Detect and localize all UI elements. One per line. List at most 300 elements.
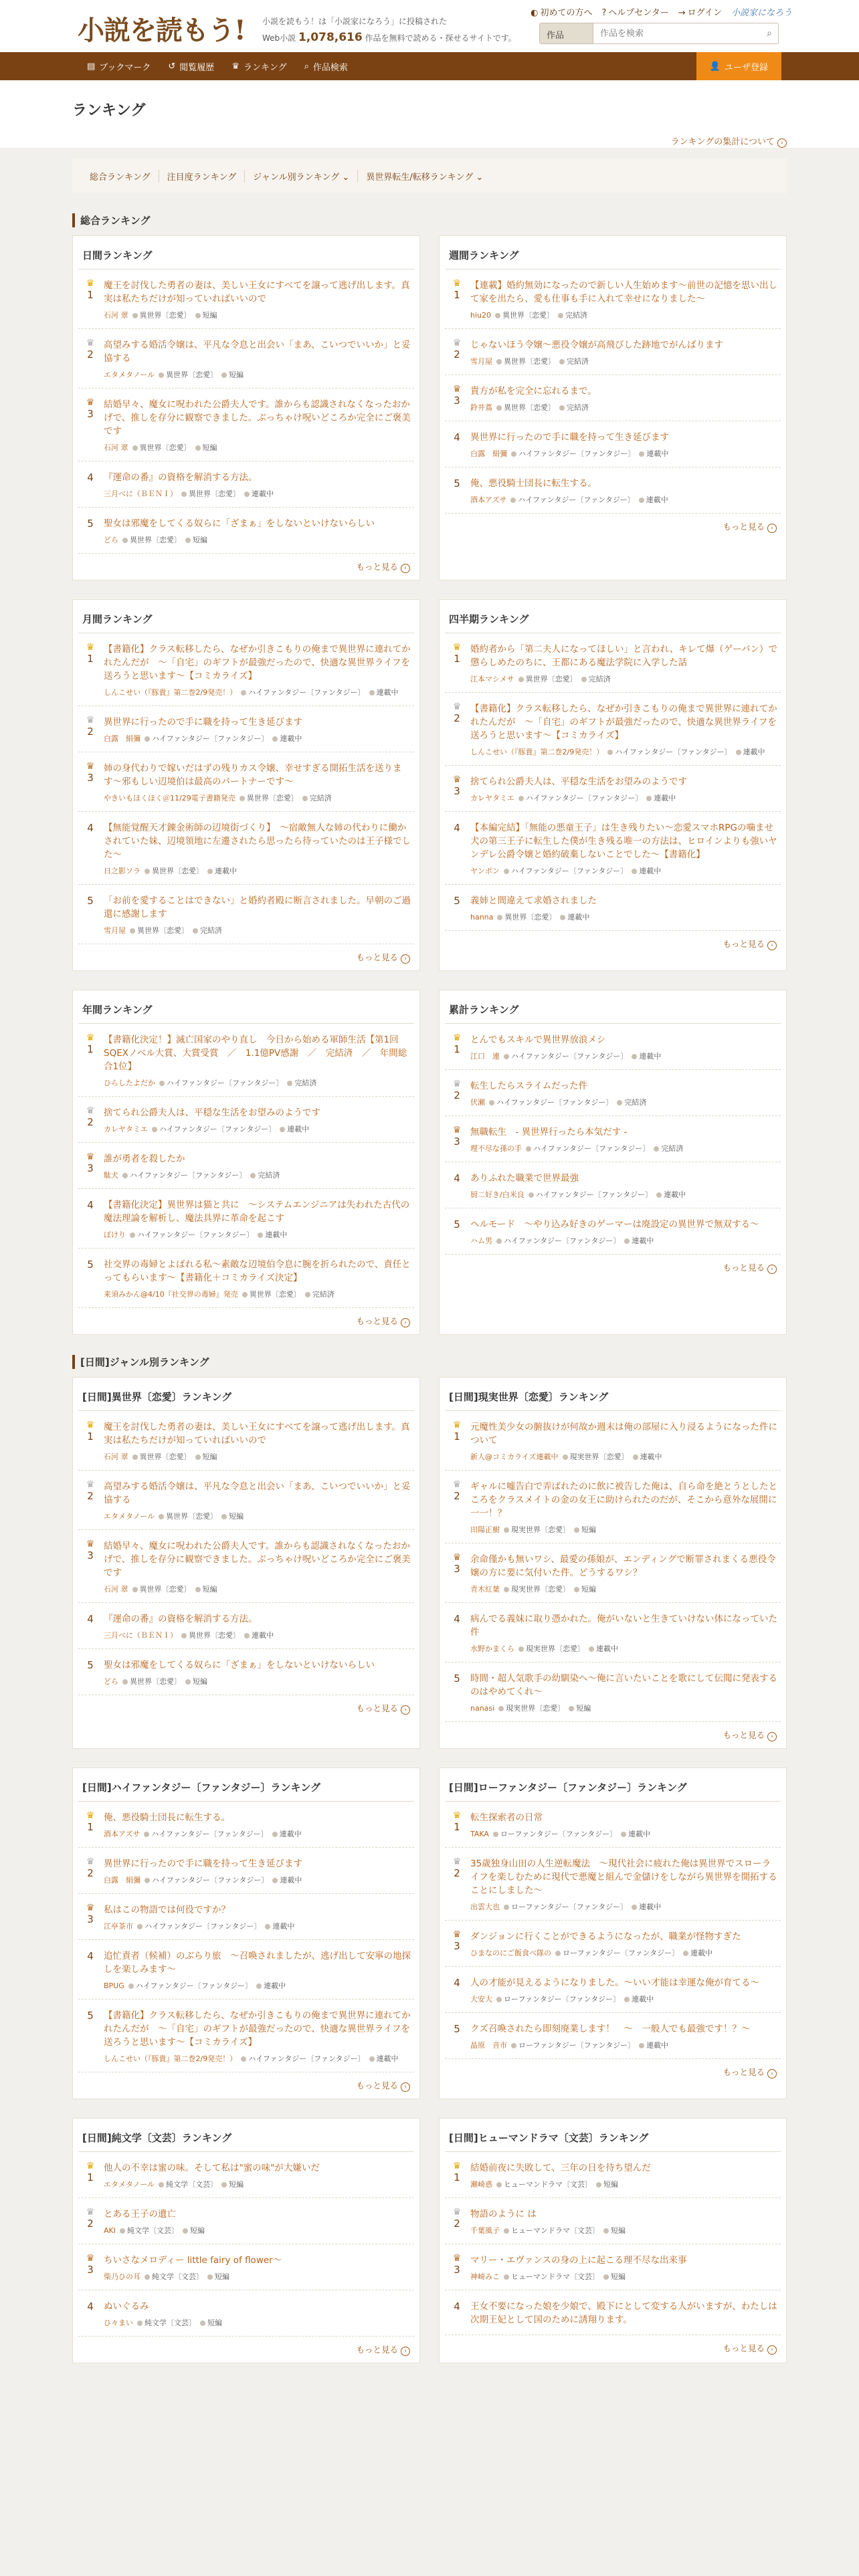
novel-meta bbox=[470, 1097, 778, 1107]
genre-label: ローファンタジー〔ファンタジー〕 bbox=[500, 1830, 617, 1838]
author-link[interactable]: 水野かまくら bbox=[470, 1644, 514, 1653]
genre-dot-icon bbox=[145, 2274, 150, 2280]
nav-ranking[interactable] bbox=[231, 60, 286, 73]
author-link[interactable]: 白露 絹彌 bbox=[470, 449, 507, 458]
status-label: 短編 bbox=[229, 370, 244, 379]
genre-dot-icon bbox=[504, 2274, 509, 2280]
novel-title-link[interactable]: 【無能覚醒天才錬金術師の辺境街づくり】 〜宿敵無人な姉の代わりに働かされていた妹、辺境領地に左遷されたら思ったら待っていたのは王子様でした〜 bbox=[104, 823, 411, 860]
rank-badge bbox=[81, 821, 100, 876]
author-link[interactable]: AKI bbox=[104, 2226, 116, 2235]
author-link[interactable]: 石河 翠 bbox=[104, 311, 128, 320]
novel-title-link[interactable]: 異世界に行ったので手に職を持って生き延びます bbox=[470, 432, 669, 443]
more-link[interactable] bbox=[78, 554, 414, 573]
item-body bbox=[466, 1811, 778, 1839]
item-body bbox=[466, 2208, 778, 2236]
author-link[interactable]: 江口 連 bbox=[470, 1052, 500, 1061]
novel-meta bbox=[470, 494, 778, 505]
narou-link[interactable]: 小説家になろう bbox=[731, 8, 792, 18]
novel-title-link[interactable]: 結婚早々、魔女に呪われた公爵夫人です。誰からも認識されなくなったおかげで、推しを存分に観察できました。ぶっちゃけ呪いどころか完全にご褒美です bbox=[104, 399, 411, 437]
ranking-item bbox=[78, 633, 414, 706]
novel-title-link[interactable]: 【書籍化】クラス転移したら、なぜか引きこもりの俺まで異世界に連れてかれたんだが 〜「自宅」のギフトが最強だったので、快適な異世界ライフを送ろうと思います〜【コミカライズ】 bbox=[470, 704, 777, 741]
novel-title-link[interactable]: 捨てられ公爵夫人は、平穏な生活をお望みのようです bbox=[104, 1107, 320, 1118]
novel-meta bbox=[470, 448, 778, 459]
novel-title-link[interactable]: 物語のように は bbox=[470, 2209, 537, 2220]
rank-badge bbox=[448, 2161, 466, 2189]
genre-dot-icon bbox=[241, 2056, 246, 2062]
novel-title-link[interactable]: 貴方が私を完全に忘れるまで。 bbox=[470, 386, 597, 397]
ranking-item bbox=[445, 1471, 781, 1543]
item-body bbox=[100, 2254, 411, 2282]
author-link[interactable]: ひまなのにご飯食べ隊の bbox=[470, 1949, 551, 1957]
chevron-right-icon: › bbox=[767, 2069, 777, 2078]
item-body bbox=[466, 477, 778, 505]
status-label: 連載中 bbox=[272, 1922, 295, 1931]
genre-label: 現実世界〔恋愛〕 bbox=[511, 1525, 570, 1534]
novel-meta bbox=[470, 1703, 778, 1713]
author-link[interactable]: 江亭茶市 bbox=[104, 1922, 133, 1931]
tagline-suffix: 作品を無料で読める・探せるサイトです。 bbox=[365, 33, 516, 43]
ranking-item bbox=[78, 1603, 414, 1649]
rank-number: 2 bbox=[87, 2218, 94, 2230]
rank-badge bbox=[81, 1106, 100, 1134]
author-link[interactable]: 出雲大也 bbox=[470, 1903, 500, 1911]
crown-icon: ♛ bbox=[86, 1539, 95, 1549]
author-link[interactable]: エタメタノール bbox=[104, 1512, 155, 1521]
rank-badge bbox=[448, 2022, 466, 2050]
novel-title-link[interactable]: ちいさなメロディー little fairy of flower〜 bbox=[104, 2255, 282, 2266]
ranking-item bbox=[78, 1649, 414, 1695]
novel-title-link[interactable]: ダンジョンに行くことができるようになったが、職業が怪物すぎた bbox=[470, 1931, 741, 1942]
rank-badge bbox=[81, 1903, 100, 1931]
author-link[interactable]: 来須みかん@4/10『社交界の毒婦』発売 bbox=[104, 1290, 238, 1299]
status-label: 完結済 bbox=[588, 675, 611, 683]
more-link[interactable] bbox=[78, 2072, 414, 2092]
ranking-card bbox=[72, 990, 420, 1335]
novel-title-link[interactable]: 姉の身代わりで嫁いだはずの残りカス令嬢、幸せすぎる開拓生活を送ります〜邪もしい辺境伯は最高のパートナーです〜 bbox=[104, 763, 402, 787]
more-link[interactable] bbox=[445, 1255, 781, 1274]
novel-title-link[interactable]: マリー・エヴァンスの身の上に起こる理不尽な出来事 bbox=[470, 2255, 687, 2266]
genre-dot-icon bbox=[145, 1878, 150, 1883]
status-dot-icon bbox=[272, 1832, 278, 1837]
author-link[interactable]: 神崎みこ bbox=[470, 2272, 500, 2281]
author-link[interactable]: 三月べに（ＢＥＮＩ） bbox=[104, 490, 177, 498]
rank-badge bbox=[81, 643, 100, 697]
history-icon: ↺ bbox=[168, 61, 176, 72]
novel-title-link[interactable]: 高望みする婚活令嬢は、平凡な令息と出会い「まあ、こいつでいいか」と妥協する bbox=[104, 340, 411, 364]
novel-title-link[interactable]: 結婚前夜に失敗して、三年の日を待ち望んだ bbox=[470, 2163, 651, 2173]
tab-genre[interactable]: ジャンル別ランキング ⌄ bbox=[245, 170, 358, 183]
genre-dot-icon bbox=[489, 1100, 494, 1105]
novel-meta bbox=[470, 1189, 778, 1200]
novel-title-link[interactable]: 俺、悪役騎士団長に転生する。 bbox=[104, 1812, 230, 1823]
item-body bbox=[466, 1033, 778, 1061]
item-body bbox=[466, 2022, 778, 2050]
novel-title-link[interactable]: 【連載】婚約無効になったので新しい人生始めます〜前世の記憶を思い出して家を出たら、愛も仕事も手に入れて幸せになりました〜 bbox=[470, 280, 777, 304]
more-link[interactable] bbox=[78, 944, 414, 964]
nav-search[interactable] bbox=[304, 60, 348, 73]
novel-meta bbox=[470, 310, 778, 320]
novel-title-link[interactable]: 社交界の毒婦とよばれる私〜素敵な辺境伯令息に腕を折られたので、責任とってもらいます〜【書籍化＋コミカライズ決定】 bbox=[104, 1259, 411, 1283]
author-link[interactable]: hiu20 bbox=[470, 311, 491, 320]
novel-title-link[interactable]: 病んでる義妹に取り憑かれた。俺がいないと生きていけない体になっていた件 bbox=[470, 1614, 777, 1638]
more-link[interactable] bbox=[445, 931, 781, 950]
more-label: もっと見る bbox=[723, 1263, 765, 1273]
ranking-item bbox=[445, 1116, 781, 1162]
novel-title-link[interactable]: じゃないほう令嬢〜悪役令嬢が高飛びした跡地でがんばります bbox=[470, 340, 723, 350]
crown-icon: ♛ bbox=[452, 774, 462, 785]
genre-dot-icon bbox=[130, 1232, 135, 1238]
status-label: 連載中 bbox=[279, 1830, 302, 1838]
crown-icon: ♛ bbox=[86, 1903, 95, 1913]
genre-label: ヒューマンドラマ〔文芸〕 bbox=[511, 2272, 599, 2281]
rank-number: 4 bbox=[454, 822, 460, 834]
chevron-right-icon: › bbox=[401, 2082, 410, 2092]
ranking-item bbox=[445, 633, 781, 693]
item-body bbox=[100, 398, 411, 453]
genre-dot-icon bbox=[496, 1239, 502, 1244]
author-link[interactable]: ヤンボン bbox=[470, 867, 500, 875]
author-link[interactable]: 晶原 音市 bbox=[470, 2041, 507, 2050]
author-link[interactable]: hanna bbox=[470, 913, 494, 922]
rank-number: 1 bbox=[87, 1043, 94, 1055]
ranking-item bbox=[445, 1662, 781, 1722]
author-link[interactable]: 酒本アズサ bbox=[470, 496, 507, 504]
novel-title-link[interactable]: 転生したらスライムだった件 bbox=[470, 1081, 588, 1091]
status-dot-icon bbox=[195, 445, 201, 451]
item-body bbox=[100, 2300, 411, 2328]
genre-dot-icon bbox=[122, 538, 128, 543]
genre-label: ハイファンタジー〔ファンタジー〕 bbox=[137, 1230, 254, 1239]
novel-title-link[interactable]: 時間・超人気歌手の幼馴染へ〜俺に言いたいことを歌にして伝聞に発表するのはやめてくれ〜 bbox=[470, 1673, 777, 1697]
rank-number: 1 bbox=[454, 1043, 460, 1055]
novel-meta bbox=[104, 2317, 411, 2328]
author-link[interactable]: しんこせい（『豚貴』第二巻2/9発売！） bbox=[104, 2054, 237, 2063]
author-link[interactable]: TAKA bbox=[470, 1830, 489, 1838]
genre-dot-icon bbox=[495, 313, 500, 318]
chevron-right-icon: › bbox=[767, 2345, 777, 2355]
rank-badge bbox=[81, 2009, 100, 2064]
crown-icon: ♛ bbox=[86, 2161, 95, 2171]
novel-title-link[interactable]: 誰が勇者を殺したか bbox=[104, 1154, 185, 1164]
more-link[interactable] bbox=[445, 2059, 781, 2078]
ranking-card bbox=[439, 599, 787, 971]
author-link[interactable]: カレヤタミエ bbox=[104, 1125, 148, 1134]
more-link[interactable] bbox=[78, 1695, 414, 1715]
login-label: ログイン bbox=[687, 8, 722, 18]
more-link[interactable] bbox=[445, 514, 781, 533]
novel-meta bbox=[104, 733, 411, 744]
author-link[interactable]: エタメタノール bbox=[104, 370, 155, 379]
novel-title-link[interactable]: 【書籍化決定】異世界は猫と共に 〜システムエンジニアは失われた古代の魔法理論を解析し、魔法具界に革命を起こす bbox=[104, 1200, 410, 1224]
novel-title-link[interactable]: 義姉と間違えて求婚されました bbox=[470, 895, 597, 906]
author-link[interactable]: しんこせい（『豚貴』第二巻2/9発売！） bbox=[470, 748, 604, 756]
novel-title-link[interactable]: 転生探索者の日常 bbox=[470, 1812, 543, 1823]
novel-title-link[interactable]: 【書籍化】クラス転移したら、なぜか引きこもりの俺まで異世界に連れてかれたんだが 〜「自宅」のギフトが最強だったので、快適な異世界ライフを送ろうと思います〜【コミカライズ】 bbox=[104, 2010, 411, 2048]
author-link[interactable]: やきいもほくほく＠11/29電子書籍発売 bbox=[104, 794, 235, 802]
status-label: 短編 bbox=[229, 1512, 244, 1521]
crown-icon: ♛ bbox=[86, 1033, 95, 1043]
novel-title-link[interactable]: 【本編完結】「無能の悪童王子」は生き残りたい〜恋愛スマホRPGの噛ませ犬の第三王子に転生した僕が生き残る唯一の方法は、ヒロインよりも強いヤンデレ公爵令嬢と婚約破棄しないことでした〜【書籍化】 bbox=[470, 823, 777, 860]
novel-title-link[interactable]: 俺、悪役騎士団長に転生する。 bbox=[470, 478, 597, 489]
author-link[interactable]: 駄犬 bbox=[104, 1171, 118, 1180]
genre-label: ハイファンタジー〔ファンタジー〕 bbox=[145, 1922, 262, 1931]
genre-label: 異世界〔恋愛〕 bbox=[504, 357, 555, 366]
author-link[interactable]: 雪月屋 bbox=[470, 357, 492, 366]
author-link[interactable]: 白露 絹彌 bbox=[104, 1876, 140, 1885]
tab-attention[interactable]: 注目度ランキング bbox=[159, 170, 246, 183]
author-link[interactable]: 伏瀬 bbox=[470, 1098, 485, 1107]
status-dot-icon bbox=[195, 1587, 201, 1592]
author-link[interactable]: 三月べに（ＢＥＮＩ） bbox=[104, 1631, 177, 1640]
ranking-item bbox=[78, 1940, 414, 2000]
novel-title-link[interactable]: 『運命の番』の資格を解消する方法。 bbox=[104, 472, 258, 483]
nav-search-label: 作品検索 bbox=[312, 62, 348, 73]
author-link[interactable]: ハム男 bbox=[470, 1237, 492, 1245]
author-link[interactable]: エタメタノール bbox=[104, 2180, 155, 2189]
novel-title-link[interactable]: 【書籍化】クラス転移したら、なぜか引きこもりの俺まで異世界に連れてかれたんだが 〜「自宅」のギフトが最強だったので、快適な異世界ライフを送ろうと思います〜【コミカライズ】 bbox=[104, 644, 411, 681]
novel-meta bbox=[104, 687, 411, 697]
novel-title-link[interactable]: 無職転生 - 異世界行ったら本気だす - bbox=[470, 1127, 628, 1138]
register-button[interactable] bbox=[696, 52, 781, 80]
novel-title-link[interactable]: 余命僅かも無いワシ、最愛の孫娘が、エンディングで断罪されまくる悪役令嬢の方に要に気付いた件。どうするワシ？ bbox=[470, 1554, 776, 1578]
novel-meta bbox=[104, 1828, 411, 1839]
author-link[interactable]: どら bbox=[104, 536, 118, 544]
author-link[interactable]: カレヤタミエ bbox=[470, 794, 514, 802]
genre-label: ハイファンタジー〔ファンタジー〕 bbox=[135, 1981, 253, 1990]
beginner-link[interactable] bbox=[531, 5, 592, 18]
rank-number: 1 bbox=[87, 1821, 94, 1833]
item-body bbox=[466, 1976, 778, 2004]
rank-number: 1 bbox=[87, 289, 94, 301]
ranking-item bbox=[78, 706, 414, 752]
rank-badge bbox=[448, 2254, 466, 2282]
author-link[interactable]: 理不尽な孫の手 bbox=[470, 1144, 522, 1153]
novel-title-link[interactable]: 元魔性美少女の腑抜けが何故か週末は俺の部屋に入り浸るようになった件について bbox=[470, 1422, 777, 1446]
nav-bookmark[interactable] bbox=[87, 60, 151, 73]
item-body bbox=[100, 1539, 411, 1594]
search-type-select[interactable]: 作品 bbox=[540, 23, 593, 43]
item-body bbox=[100, 1198, 411, 1240]
crown-icon: ♛ bbox=[86, 1152, 95, 1162]
card-title: [日間]ヒューマンドラマ〔文芸〕ランキング bbox=[445, 2128, 781, 2152]
author-link[interactable]: 瀬崎惑 bbox=[470, 2180, 492, 2189]
author-link[interactable]: しんこせい（『豚貴』第二巻2/9発売！） bbox=[104, 688, 237, 697]
novel-title-link[interactable]: とんでもスキルで異世界放浪メシ bbox=[470, 1035, 606, 1045]
genre-dot-icon bbox=[159, 2182, 164, 2187]
novel-title-link[interactable]: 結婚早々、魔女に呪われた公爵夫人です。誰からも認識されなくなったおかげで、推しを存分に観察できました。ぶっちゃけ呪いどころか完全にご褒美です bbox=[104, 1541, 411, 1578]
author-link[interactable]: nanasi bbox=[470, 1704, 495, 1713]
ranking-item bbox=[78, 1471, 414, 1530]
ranking-item bbox=[445, 1603, 781, 1662]
author-link[interactable]: 石河 翠 bbox=[104, 1453, 128, 1461]
author-link[interactable]: 江本マシメサ bbox=[470, 675, 514, 683]
status-dot-icon bbox=[258, 1232, 263, 1238]
item-body bbox=[466, 2300, 778, 2327]
status-label: 完結済 bbox=[565, 311, 587, 320]
author-link[interactable]: BPUG bbox=[104, 1981, 124, 1990]
author-link[interactable]: どら bbox=[104, 1677, 118, 1686]
novel-title-link[interactable]: 魔王を討伐した勇者の妻は、美しい王女にすべてを譲って逃げ出します。真実は私たちだけが知っていればいいので bbox=[104, 280, 410, 304]
rank-badge bbox=[448, 894, 466, 922]
rank-badge bbox=[448, 1672, 466, 1713]
ranking-card bbox=[72, 1767, 420, 2099]
novel-title-link[interactable]: 他人の不幸は蜜の味。そして私は"蜜の味"が大嫌いだ bbox=[104, 2163, 320, 2173]
author-link[interactable]: 雪月屋 bbox=[104, 926, 126, 935]
ranking-item bbox=[78, 752, 414, 812]
status-dot-icon bbox=[302, 796, 308, 801]
status-label: 短編 bbox=[576, 1704, 591, 1713]
more-link[interactable] bbox=[78, 1308, 414, 1327]
novel-title-link[interactable]: 異世界に行ったので手に職を持って生き延びます bbox=[104, 1858, 302, 1869]
novel-meta bbox=[470, 1451, 778, 1462]
card-title: 月間ランキング bbox=[78, 609, 414, 633]
author-link[interactable]: 柴乃ひの耳 bbox=[104, 2272, 140, 2281]
novel-meta bbox=[104, 1229, 411, 1240]
status-label: 連載中 bbox=[743, 748, 765, 756]
novel-title-link[interactable]: ヘルモード 〜やり込み好きのゲーマーは廃設定の異世界で無双する〜 bbox=[470, 1219, 759, 1230]
author-link[interactable]: ひらしたよだか bbox=[104, 1079, 155, 1087]
card-title: [日間]ハイファンタジー〔ファンタジー〕ランキング bbox=[78, 1778, 414, 1802]
author-link[interactable]: ひ々まい bbox=[104, 2319, 133, 2327]
crown-icon: ♛ bbox=[452, 642, 462, 653]
status-label: 連載中 bbox=[640, 1453, 662, 1461]
author-link[interactable]: 田陽正樹 bbox=[470, 1525, 500, 1534]
status-label: 連載中 bbox=[280, 1876, 302, 1885]
author-link[interactable]: 酒本アズサ bbox=[104, 1830, 140, 1838]
ranking-item bbox=[445, 421, 781, 467]
ranking-item bbox=[445, 1208, 781, 1255]
search-input[interactable] bbox=[593, 23, 761, 43]
tab-isekai[interactable]: 異世界転生/転移ランキング ⌄ bbox=[366, 172, 484, 183]
genre-label: 異世界〔恋愛〕 bbox=[525, 675, 577, 683]
novel-title-link[interactable]: 【書籍化決定！】滅亡国家のやり直し 今日から始める軍師生活【第1回SQEXノベル大賞、大賞受賞 ／ 1.1億PV感謝 ／ 完結済 ／ 年間総合1位】 bbox=[104, 1035, 407, 1072]
status-label: 短編 bbox=[193, 1677, 207, 1686]
nav-history-label: 閲覧履歴 bbox=[179, 62, 215, 73]
status-dot-icon bbox=[589, 1646, 594, 1652]
item-body bbox=[100, 338, 411, 380]
novel-title-link[interactable]: 『運命の番』の資格を解消する方法。 bbox=[104, 1614, 258, 1624]
more-link[interactable] bbox=[445, 2335, 781, 2355]
rank-badge bbox=[81, 471, 100, 499]
novel-title-link[interactable]: 高望みする婚活令嬢は、平凡な令息と出会い「まあ、こいつでいいか」と妥協する bbox=[104, 1481, 411, 1505]
novel-title-link[interactable]: 「お前を愛することはできない」と婚約者殿に断言されました。早朝のご過還に感謝します bbox=[104, 895, 411, 920]
novel-title-link[interactable]: とある王子の遺亡 bbox=[104, 2209, 176, 2220]
crown-icon: ♛ bbox=[452, 1420, 462, 1430]
novel-meta bbox=[470, 1643, 778, 1654]
status-label: 連載中 bbox=[646, 2041, 669, 2050]
item-body bbox=[466, 1930, 778, 1958]
rank-badge bbox=[81, 762, 100, 803]
novel-title-link[interactable]: 追忙責者（候補）のぶらり旅 〜召喚されましたが、逃げ出して安寧の地探しを楽しみます〜 bbox=[104, 1951, 411, 1975]
status-dot-icon bbox=[617, 1100, 622, 1105]
novel-meta bbox=[104, 1874, 411, 1885]
author-link[interactable]: 青木紅葉 bbox=[470, 1585, 500, 1594]
site-logo[interactable]: 小説を読もう! bbox=[78, 15, 246, 46]
novel-title-link[interactable]: 婚約者から「第二夫人になってほしい」と言われ、キレて爆（ゲーバン）で懲らしめたのちに、王都にある魔法学院に入学した話 bbox=[470, 644, 777, 668]
novel-title-link[interactable]: 王女不要になった娘を少娘で、殿下にとして変する人がいますが、わたしは次期王妃として国のために誘翔ります。 bbox=[470, 2301, 777, 2325]
genre-dot-icon bbox=[159, 1081, 165, 1086]
novel-title-link[interactable]: クズ召喚されたら即刻廃業します！ 〜 一般人でも最強です！？〜 bbox=[470, 2024, 751, 2034]
rank-number: 1 bbox=[454, 653, 460, 665]
status-dot-icon bbox=[569, 1706, 574, 1711]
novel-title-link[interactable]: 人の才能が見えるようになりました。〜いい才能は幸運な俺が育てる〜 bbox=[470, 1977, 759, 1988]
genre-dot-icon bbox=[526, 1146, 531, 1152]
status-label: 連載中 bbox=[376, 2054, 399, 2063]
novel-title-link[interactable]: 聖女は邪魔をしてくる奴らに「ざまぁ」をしないといけないらしい bbox=[104, 1660, 375, 1671]
status-label: 連載中 bbox=[215, 867, 237, 875]
status-label: 完結済 bbox=[258, 1171, 280, 1180]
novel-title-link[interactable]: 捨てられ公爵夫人は、平穏な生活をお望みのようです bbox=[470, 776, 687, 787]
author-link[interactable]: 石河 翠 bbox=[104, 1585, 128, 1594]
author-link[interactable]: 大安大 bbox=[470, 1995, 492, 2004]
ranking-item bbox=[78, 2244, 414, 2290]
rank-badge bbox=[81, 338, 100, 380]
item-body bbox=[100, 762, 411, 803]
help-link[interactable] bbox=[601, 5, 668, 18]
author-link[interactable]: 厨二好き/白米良 bbox=[470, 1190, 524, 1199]
more-link[interactable] bbox=[78, 2337, 414, 2356]
rank-badge bbox=[448, 821, 466, 876]
rank-number: 5 bbox=[454, 895, 460, 907]
status-dot-icon bbox=[272, 736, 278, 742]
novel-meta bbox=[104, 2225, 411, 2236]
more-link[interactable] bbox=[445, 1722, 781, 1741]
novel-meta bbox=[104, 1511, 411, 1521]
novel-title-link[interactable]: 異世界に行ったので手に職を持って生き延びます bbox=[104, 717, 302, 728]
genre-label: ハイファンタジー〔ファンタジー〕 bbox=[248, 688, 365, 697]
login-link[interactable] bbox=[678, 5, 722, 18]
novel-title-link[interactable]: 35歳独身山田の人生逆転魔法 〜現代社会に疲れた俺は異世界でスローライフを楽しむために現代で悪魔と組んで金儲けをしながら異世界を開拓することにしました〜 bbox=[470, 1858, 777, 1896]
rank-badge bbox=[448, 1172, 466, 1200]
novel-title-link[interactable]: 聖女は邪魔をしてくる奴らに「ざまぁ」をしないといけないらしい bbox=[104, 518, 375, 529]
status-label: 短編 bbox=[229, 2180, 244, 2189]
novel-meta bbox=[470, 792, 778, 803]
novel-meta bbox=[104, 442, 411, 453]
author-link[interactable]: 日之影ソラ bbox=[104, 867, 140, 875]
genre-dot-icon bbox=[493, 1832, 498, 1837]
crown-icon: ♛ bbox=[452, 1856, 462, 1867]
rank-number: 4 bbox=[454, 2300, 460, 2313]
item-body bbox=[100, 643, 411, 697]
novel-title-link[interactable]: ぬいぐるみ bbox=[104, 2301, 149, 2312]
novel-title-link[interactable]: ありふれた職業で世界最強 bbox=[470, 1173, 579, 1184]
genre-label: ローファンタジー〔ファンタジー〕 bbox=[511, 1903, 628, 1911]
genre-label: 異世界〔恋愛〕 bbox=[189, 490, 240, 498]
novel-title-link[interactable]: 私はこの物語では何役ですか？ bbox=[104, 1905, 230, 1915]
nav-history[interactable] bbox=[168, 60, 214, 73]
genre-dot-icon bbox=[159, 1514, 164, 1519]
genre-label: 異世界〔恋愛〕 bbox=[139, 443, 191, 452]
author-link[interactable]: ぽけり bbox=[104, 1230, 126, 1239]
ranking-item bbox=[445, 270, 781, 329]
search-icon[interactable]: ⌕ bbox=[767, 28, 772, 39]
ranking-about-link[interactable] bbox=[72, 134, 787, 148]
author-link[interactable]: 千葉風子 bbox=[470, 2226, 500, 2235]
novel-title-link[interactable]: ギャルに嘘告白で弄ばれたのに飲に被告した俺は、自ら命を絶とうとしたところをクラスメイトの金の女王に助けられたのだが、そこから意外な展開に一一！？ bbox=[470, 1481, 777, 1519]
item-body bbox=[466, 338, 778, 366]
novel-meta bbox=[104, 865, 411, 876]
novel-title-link[interactable]: 魔王を討伐した勇者の妻は、美しい王女にすべてを譲って逃げ出します。真実は私たちだけが知っていればいいので bbox=[104, 1422, 410, 1446]
author-link[interactable]: 鈴井蔦 bbox=[470, 403, 492, 412]
author-link[interactable]: 石河 翠 bbox=[104, 443, 128, 452]
card-title: 年間ランキング bbox=[78, 1000, 414, 1024]
author-link[interactable]: 白露 絹彌 bbox=[104, 734, 140, 743]
rank-badge bbox=[448, 2208, 466, 2236]
tab-overall[interactable]: 総合ランキング bbox=[82, 170, 159, 183]
ranking-item bbox=[445, 329, 781, 375]
rank-badge bbox=[81, 1857, 100, 1885]
author-link[interactable]: 新人@コミカライズ連載中 bbox=[470, 1453, 559, 1461]
